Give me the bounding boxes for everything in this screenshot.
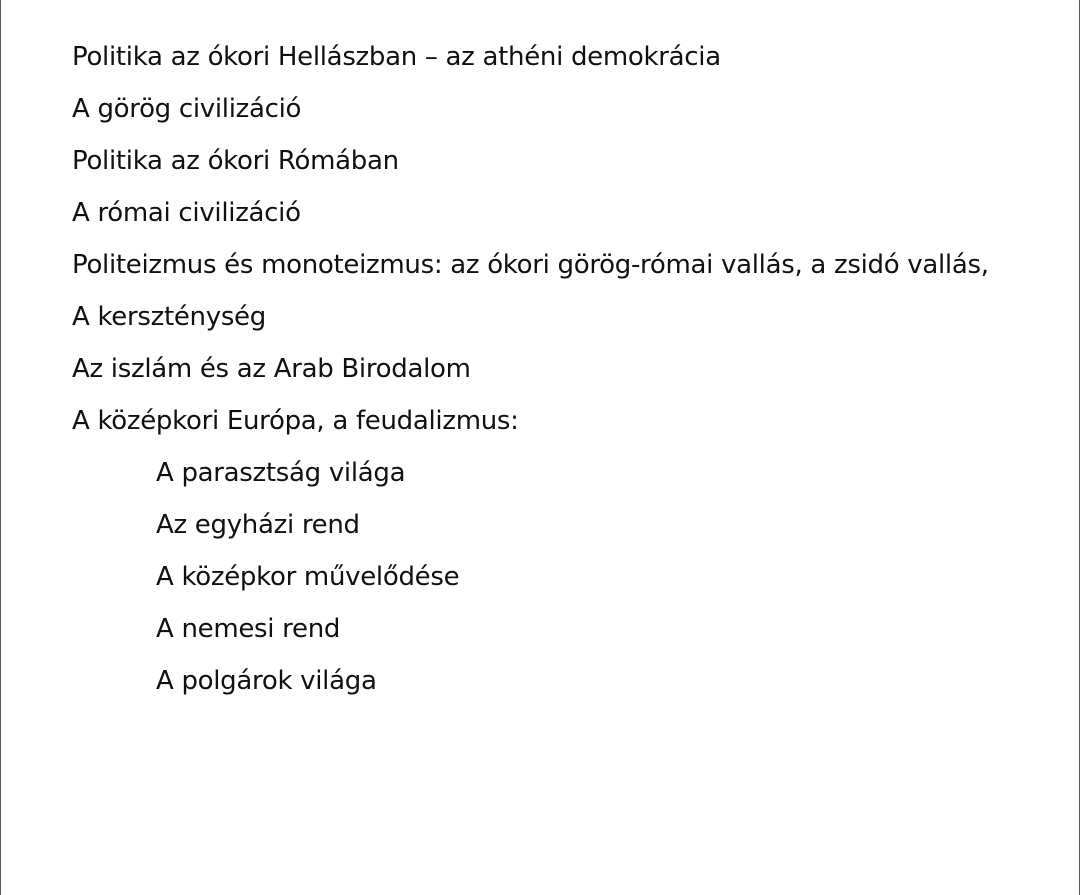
topic-item: A kerszténység <box>72 302 266 332</box>
subtopic-item: A polgárok világa <box>156 666 377 696</box>
topic-item: Politeizmus és monoteizmus: az ókori görög-római vallás, a zsidó vallás, <box>72 250 989 280</box>
subtopic-item: A parasztság világa <box>156 458 406 488</box>
topic-list <box>72 38 989 714</box>
subtopic-item: A nemesi rend <box>156 614 341 644</box>
topic-item: A görög civilizáció <box>72 94 302 124</box>
subtopic-item: A középkor művelődése <box>156 562 460 592</box>
topic-item: Az iszlám és az Arab Birodalom <box>72 354 471 384</box>
topic-item: Politika az ókori Rómában <box>72 146 399 176</box>
topic-item: Politika az ókori Hellászban – az athéni demokrácia <box>72 42 721 72</box>
topic-item: A római civilizáció <box>72 198 301 228</box>
subtopic-item: Az egyházi rend <box>156 510 360 540</box>
topic-item: A középkori Európa, a feudalizmus: <box>72 406 519 436</box>
